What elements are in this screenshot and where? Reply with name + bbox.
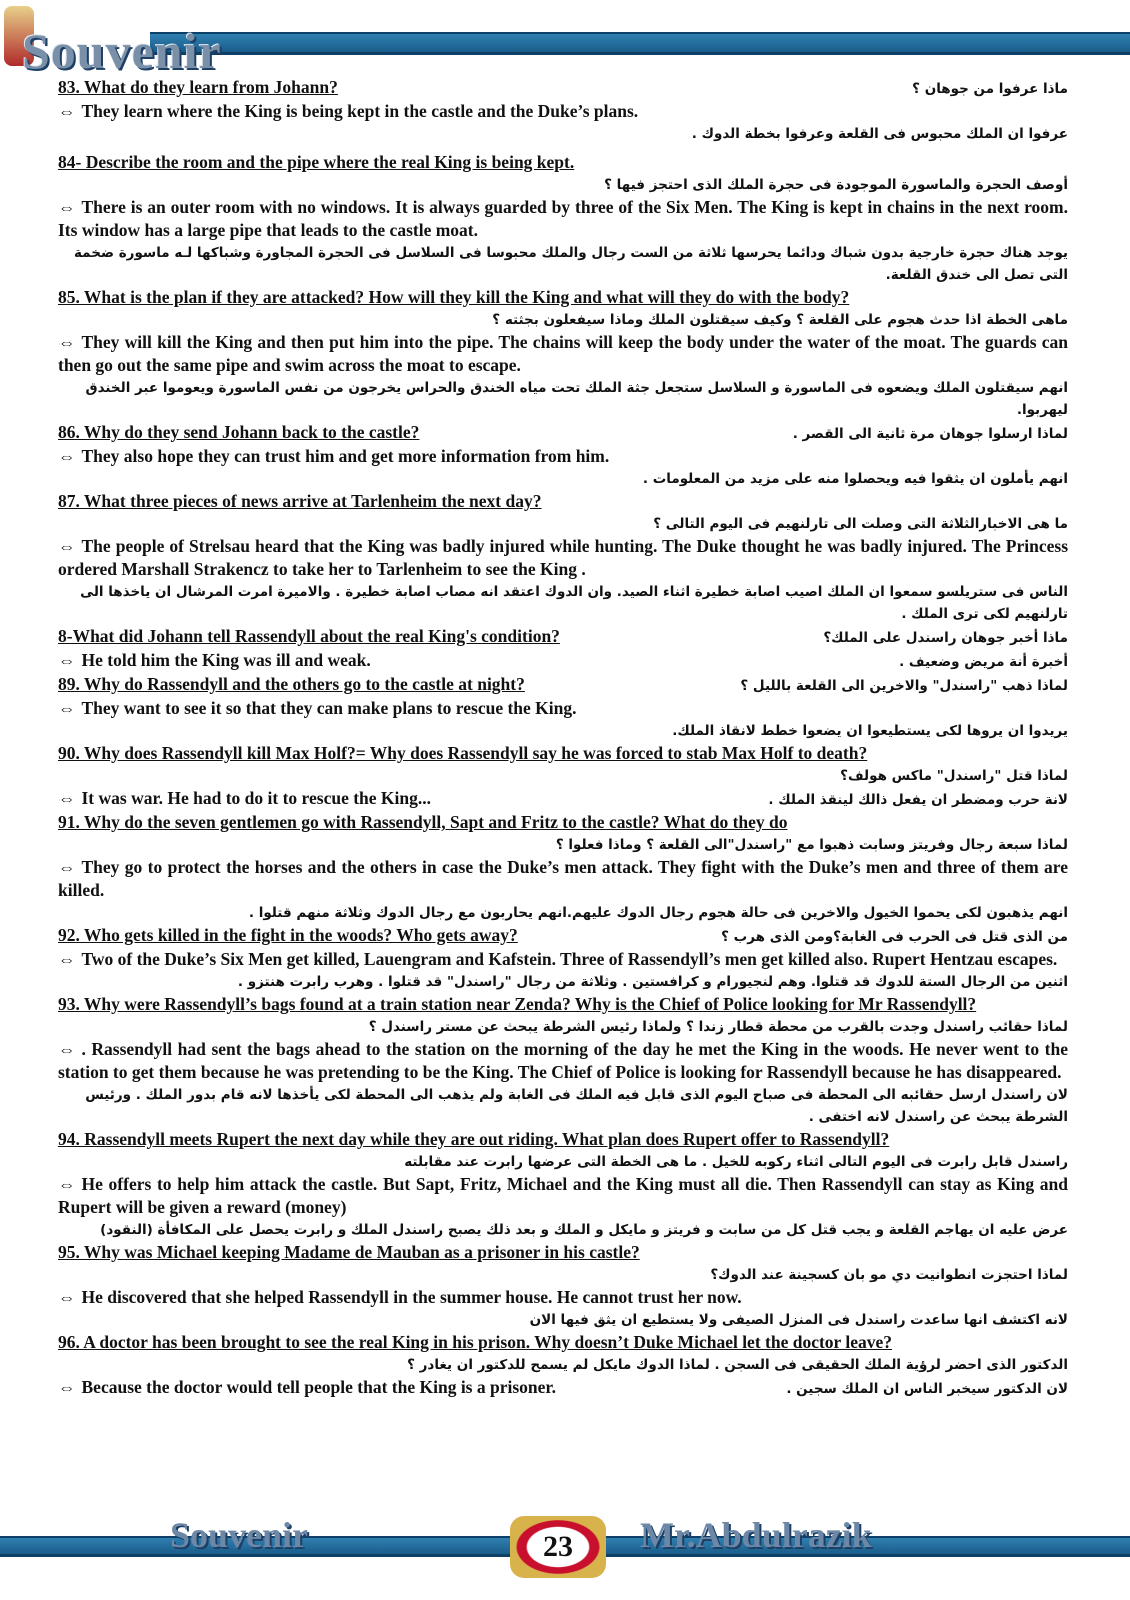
page-footer	[0, 1496, 1130, 1600]
page-number-badge	[510, 1516, 606, 1578]
qa-item-89	[58, 673, 1068, 742]
arrow-icon: ⇔	[58, 101, 76, 121]
question: 85. What is the plan if they are attacked? How will they kill the King and what will they do with the body?	[58, 287, 850, 307]
page-header	[0, 0, 1130, 82]
qa-item-83	[58, 76, 1068, 145]
question-arabic: لماذا ذهب "راسندل" والاخرين الى القلعة بالليل ؟	[740, 678, 1068, 694]
question-arabic: لماذا ارسلوا جوهان مرة ثانية الى القصر .	[792, 426, 1068, 442]
question-arabic: ماذا عرفوا من جوهان ؟	[912, 81, 1068, 97]
question: 90. Why does Rassendyll kill Max Holf?= Why does Rassendyll say he was forced to stab Max Holf to death?	[58, 743, 868, 763]
qa-item-93	[58, 993, 1068, 1128]
arrow-icon: ⇔	[58, 698, 76, 718]
arrow-icon: ⇔	[58, 446, 76, 466]
header-bar	[150, 32, 1130, 55]
question-arabic: لماذا قتل "راسندل" ماكس هولف؟	[840, 768, 1068, 784]
arrow-icon: ⇔	[58, 650, 76, 670]
qa-item-96	[58, 1331, 1068, 1400]
answer-arabic: عرض عليه ان يهاجم القلعة و يجب قتل كل من سابت و فريتز و مايكل و الملك و بعد ذلك يصبح راسندل الملك و رابرت يحصل على المكافأة (النقود)	[100, 1222, 1068, 1238]
answer-arabic: انهم سيقتلون الملك ويضعوه فى الماسورة و السلاسل ستجعل جثة الملك تحت مياه الخندق والحراس يخرجون من نفس الماسورة ويعوموا عبر الخندق ليهربوا.	[85, 380, 1068, 418]
question: 86. Why do they send Johann back to the castle?	[58, 422, 420, 442]
qa-item-95	[58, 1241, 1068, 1331]
question-arabic: أوصف الحجرة والماسورة الموجودة فى حجرة الملك الذى احتجز فيها ؟	[604, 177, 1068, 193]
footer-author: Mr.Abdulrazik	[640, 1515, 872, 1555]
footer-logo: Souvenir	[170, 1515, 309, 1555]
question: 8-What did Johann tell Rassendyll about the real King's condition?	[58, 626, 560, 646]
question-arabic: لماذا سبعة رجال وفريتز وسابت ذهبوا مع "راسندل"الى القلعة ؟ وماذا فعلوا ؟	[555, 837, 1068, 853]
answer: ⇔ Two of the Duke’s Six Men get killed, Lauengram and Kafstein. Three of Rassendyll’s men get killed also. Rupert Hentzau escapes.	[58, 949, 1058, 969]
question-arabic: الدكتور الذى احضر لرؤية الملك الحقيقى فى السجن . لماذا الدوك مايكل لم يسمح للدكتور ان يغادر ؟	[407, 1357, 1068, 1373]
question: 95. Why was Michael keeping Madame de Mauban as a prisoner in his castle?	[58, 1242, 640, 1262]
question: 94. Rassendyll meets Rupert the next day while they are out riding. What plan does Rupert offer to Rassendyll?	[58, 1129, 890, 1149]
qa-item-87	[58, 490, 1068, 625]
qa-item-85	[58, 286, 1068, 421]
question-arabic: راسندل قابل رابرت فى اليوم التالى اثناء ركوبه للخيل . ما هى الخطة التى عرضها رابرت عند مقابلته	[404, 1154, 1068, 1170]
qa-item-90	[58, 742, 1068, 811]
answer: ⇔ They also hope they can trust him and get more information from him.	[58, 446, 610, 466]
page-number: 23	[543, 1530, 573, 1563]
answer-arabic: يوجد هناك حجرة خارجية بدون شباك ودائما يحرسها ثلاثة من الست رجال والملك محبوسا فى السلاسل فى الحجرة المجاورة وشباكها لـه ماسورة ضخمة التى تصل الى خندق القلعة.	[74, 245, 1068, 283]
answer: ⇔ He told him the King was ill and weak.	[58, 650, 371, 670]
question-arabic: ماهى الخطة اذا حدث هجوم على القلعة ؟ وكيف سيقتلون الملك وماذا سيفعلون بجثته ؟	[492, 312, 1068, 328]
arrow-icon: ⇔	[58, 197, 76, 217]
arrow-icon: ⇔	[58, 536, 76, 556]
question: 84- Describe the room and the pipe where the real King is being kept.	[58, 152, 575, 172]
qa-item-86	[58, 421, 1068, 490]
header-logo: Souvenir	[22, 23, 222, 79]
answer-arabic: انهم يأملون ان يثقوا فيه ويحصلوا منه على مزيد من المعلومات .	[642, 471, 1068, 487]
question-arabic: لماذا احتجزت انطوانيت دي مو بان كسجينة عند الدوك؟	[710, 1267, 1068, 1283]
answer: ⇔ It was war. He had to do it to rescue the King...	[58, 788, 432, 808]
answer: ⇔ They will kill the King and then put him into the pipe. The chains will keep the body under the water of the moat. The guards can then go out the same pipe and swim across the moat to escape.	[58, 332, 1068, 375]
question: 91. Why do the seven gentlemen go with Rassendyll, Sapt and Fritz to the castle? What do they do	[58, 812, 788, 832]
answer-arabic: يريدوا ان يروها لكى يستطيعوا ان يضعوا خطط لانقاذ الملك.	[672, 723, 1068, 739]
question: 96. A doctor has been brought to see the real King in his prison. Why doesn’t Duke Michael let the doctor leave?	[58, 1332, 893, 1352]
arrow-icon: ⇔	[58, 332, 76, 352]
qa-item-94	[58, 1128, 1068, 1241]
arrow-icon: ⇔	[58, 1287, 76, 1307]
qa-item-91	[58, 811, 1068, 924]
answer-arabic: عرفوا ان الملك محبوس فى القلعة وعرفوا بخطة الدوك .	[691, 126, 1068, 142]
answer: ⇔ He offers to help him attack the castle. But Sapt, Fritz, Michael and the King must all die. Then Rassendyll can stay as King and Rupert will be given a reward (money)	[58, 1174, 1068, 1217]
question-arabic: من الذى قتل فى الحرب فى الغابة؟ومن الذى هرب ؟	[721, 929, 1068, 945]
answer: ⇔ They want to see it so that they can make plans to rescue the King.	[58, 698, 577, 718]
answer: ⇔ They go to protect the horses and the others in case the Duke’s men attack. They fight with the Duke’s men and three of them are killed.	[58, 857, 1068, 900]
question-arabic: لماذا حقائب راسندل وجدت بالقرب من محطة قطار زندا ؟ ولماذا رئيس الشرطة يبحث عن مستر راسندل ؟	[368, 1019, 1068, 1035]
answer-arabic: لان راسندل ارسل حقائبه الى المحطة فى صباح اليوم الذى قابل فيه الملك فى الغابة ولم يذهب الى المحطة لكى يأخذها لانه قام بدور الملك . ورئيس الشرطة يبحث عن راسندل لانه اختفى .	[85, 1087, 1068, 1125]
answer-arabic: أخبرة أنة مريض وضعيف .	[899, 654, 1068, 670]
answer-arabic: اثنين من الرجال الستة للدوك قد قتلوا. وهم لنجيورام و كرافستين . وثلاثة من رجال "راسندل" قد قتلوا . وهرب رابرت هنتزو .	[237, 974, 1068, 990]
arrow-icon: ⇔	[58, 857, 76, 877]
qa-item-88	[58, 625, 1068, 673]
answer: ⇔ Because the doctor would tell people that the King is a prisoner.	[58, 1377, 556, 1397]
arrow-icon: ⇔	[58, 1377, 76, 1397]
answer: ⇔ There is an outer room with no windows. It is always guarded by three of the Six Men. The King is kept in chains in the next room. Its window has a large pipe that leads to the castle moat.	[58, 197, 1068, 240]
answer: ⇔ They learn where the King is being kept in the castle and the Duke’s plans.	[58, 101, 639, 121]
arrow-icon: ⇔	[58, 1174, 76, 1194]
answer-arabic: لانة حرب ومضطر ان يفعل ذالك لينقذ الملك .	[768, 792, 1068, 808]
qa-item-92	[58, 924, 1068, 993]
answer-arabic: الناس فى ستريلسو سمعوا ان الملك اصيب اصابة خطيرة اثناء الصيد. وان الدوك اعتقد انه مصاب اصابة خطيرة . والاميرة امرت المرشال ان ياخذها الى تارلنهيم لكى ترى الملك .	[80, 584, 1068, 622]
answer: ⇔ . Rassendyll had sent the bags ahead to the station on the morning of the day he met the King in the woods. He never went to the station to get them because he was pretending to be the King. The Chief of Police is looking for Rassendyll because he has disappeared.	[58, 1039, 1068, 1082]
answer: ⇔ The people of Strelsau heard that the King was badly injured while hunting. The Duke thought he was badly injured. The Princess ordered Marshall Strakencz to take her to Tarlenheim to see the King .	[58, 536, 1068, 579]
question: 92. Who gets killed in the fight in the woods? Who gets away?	[58, 925, 518, 945]
question-arabic: ماذا أخبر جوهان راسندل على الملك؟	[823, 630, 1068, 646]
qa-item-84	[58, 151, 1068, 286]
answer-arabic: لان الدكتور سيخبر الناس ان الملك سجين .	[786, 1381, 1068, 1397]
question: 93. Why were Rassendyll’s bags found at a train station near Zenda? Why is the Chief of Police looking for Mr Rassendyll?	[58, 994, 977, 1014]
question: 87. What three pieces of news arrive at Tarlenheim the next day?	[58, 491, 542, 511]
answer-arabic: لانه اكتشف انها ساعدت راسندل فى المنزل الصيفى ولا يستطيع ان يثق فيها الان	[529, 1312, 1068, 1328]
arrow-icon: ⇔	[58, 949, 76, 969]
question: 89. Why do Rassendyll and the others go to the castle at night?	[58, 674, 525, 694]
question: 83. What do they learn from Johann?	[58, 77, 338, 97]
qa-list	[58, 76, 1068, 1400]
arrow-icon: ⇔	[58, 788, 76, 808]
answer-arabic: انهم يذهبون لكى يحموا الخيول والاخرين فى حالة هجوم رجال الدوك عليهم.انهم يحاربون مع رجال الدوك وثلاثة منهم قتلوا .	[248, 905, 1068, 921]
question-arabic: ما هى الاخبارالثلاثة التى وصلت الى تارلنهيم فى اليوم التالى ؟	[653, 516, 1068, 532]
answer: ⇔ He discovered that she helped Rassendyll in the summer house. He cannot trust her now.	[58, 1287, 742, 1307]
arrow-icon: ⇔	[58, 1039, 76, 1059]
